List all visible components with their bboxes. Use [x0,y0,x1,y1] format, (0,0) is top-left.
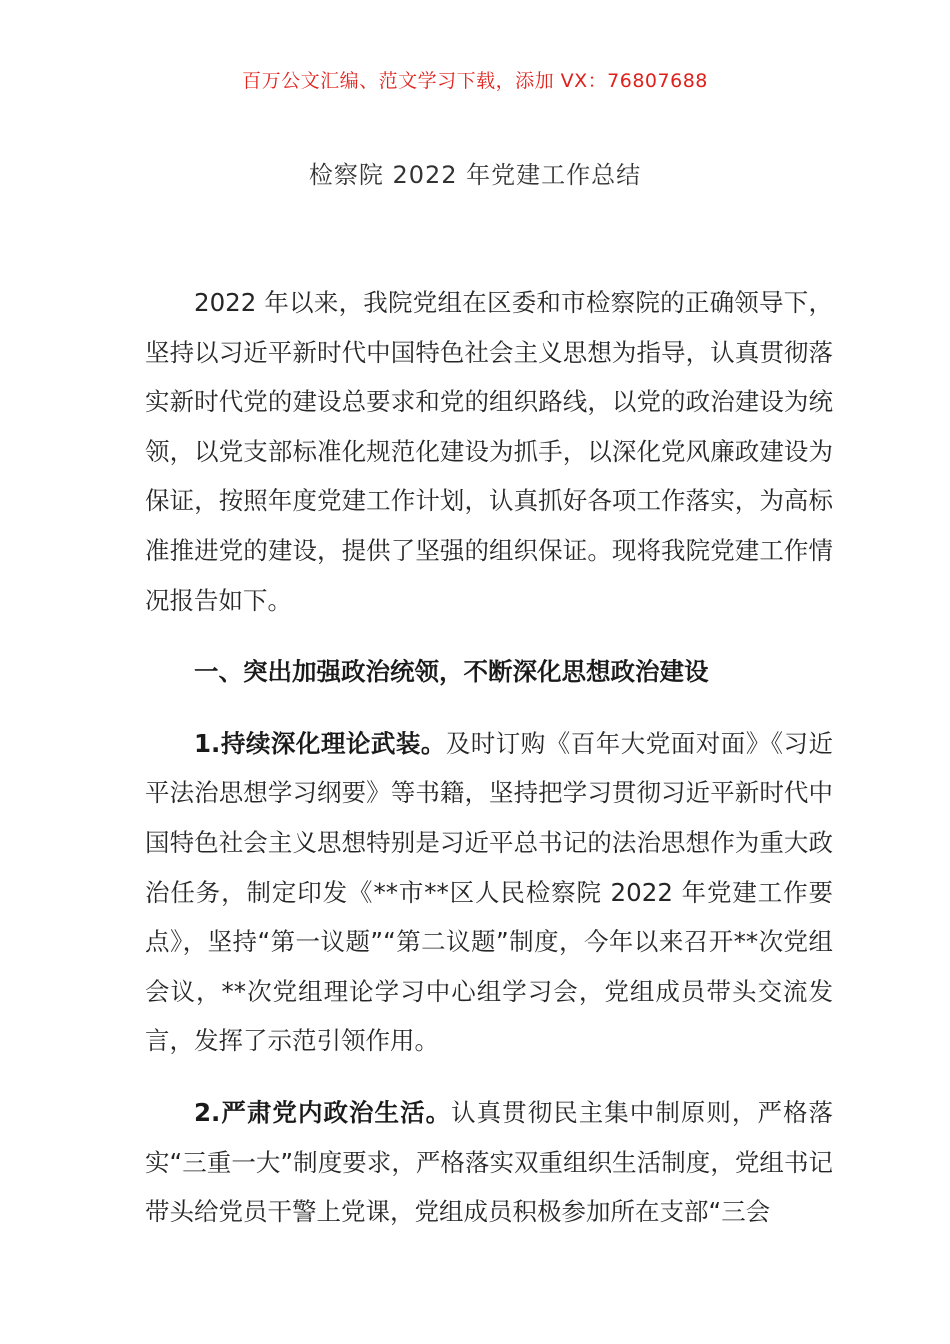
section1-item-2 [145,1088,833,1237]
section1-item-1 [145,719,833,1066]
document-title: 检察院 2022 年党建工作总结 [308,161,642,189]
item-1-lead: 1.持续深化理论武装。 [194,728,446,758]
intro-paragraph: 2022 年以来，我院党组在区委和市检察院的正确领导下，坚持以习近平新时代中国特色社会主义思想为指导，认真贯彻落实新时代党的建设总要求和党的组织路线，以党的政治建设为统领，以党支部标准化规范化建设为抓手，以深化党风廉政建设为保证，按照年度党建工作计划，认真抓好各项工作落实，为高标准推进党的建设，提供了坚强的组织保证。现将我院党建工作情况报告如下。 [145,288,833,615]
item-2-text: 认真贯彻民主集中制原则，严格落实“三重一大”制度要求，严格落实双重组织生活制度，党组书记带头给党员干警上党课，党组成员积极参加所在支部“三会 [145,1097,833,1227]
item-1-text: 及时订购《百年大党面对面》《习近平法治思想学习纲要》等书籍，坚持把学习贯彻习近平新时代中国特色社会主义思想特别是习近平总书记的法治思想作为重大政治任务，制定印发《**市**区人民检察院 2022 年党建工作要点》，坚持“第一议题”“第二议题”制度，今年以来召开**次党组会议，**次党组理论学习中心组学习会，党组成员带头交流发言，发挥了示范引领作用。 [145,728,833,1056]
item-2-lead: 2.严肃党内政治生活。 [194,1097,452,1127]
section-heading-1: 一、突出加强政治统领，不断深化思想政治建设 [194,657,709,687]
document-body [145,278,833,1237]
header-promo-note: 百万公文汇编、范文学习下载，添加 VX：76807688 [242,70,708,92]
